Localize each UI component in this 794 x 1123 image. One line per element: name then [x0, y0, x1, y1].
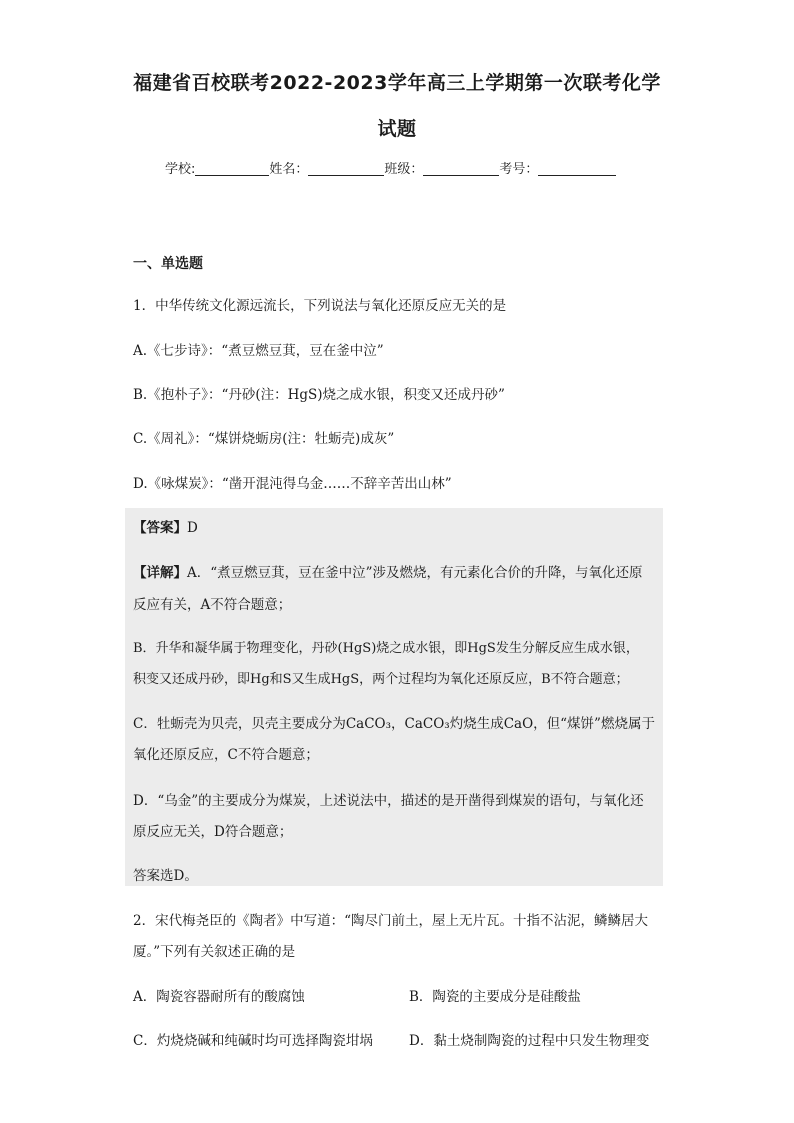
detail-line-2: 反应有关，A不符合题意；	[133, 597, 292, 613]
answer-label: 【答案】	[133, 520, 187, 536]
class-blank[interactable]	[423, 161, 499, 176]
detail-line-5: C．牡蛎壳为贝壳，贝壳主要成分为CaCO₃，CaCO₃灼烧生成CaO，但“煤饼”燃烧属于	[133, 716, 655, 732]
question-1-stem: 1．中华传统文化源远流长，下列说法与氧化还原反应无关的是	[133, 298, 507, 314]
section-heading: 一、单选题	[133, 256, 203, 272]
student-info-row	[165, 158, 616, 177]
exam-title-continued: 试题	[377, 118, 417, 140]
question-2-option-d: D．黏土烧制陶瓷的过程中只发生物理变	[409, 1033, 650, 1049]
exam-no-label: 考号：	[499, 162, 539, 177]
name-label: 姓名：	[269, 162, 309, 177]
exam-title: 福建省百校联考2022-2023学年高三上学期第一次联考化学	[133, 72, 661, 94]
question-2-stem-line-2: 厦。”下列有关叙述正确的是	[133, 944, 296, 960]
question-2-option-b: B．陶瓷的主要成分是硅酸盐	[409, 989, 581, 1005]
detail-text: A．“煮豆燃豆萁，豆在釜中泣”涉及燃烧，有元素化合价的升降，与氧化还原	[187, 565, 643, 581]
question-1-option-d: D.《咏煤炭》：“凿开混沌得乌金……不辞辛苦出山林”	[133, 476, 452, 492]
question-2-stem-line-1: 2．宋代梅尧臣的《陶者》中写道：“陶尽门前土，屋上无片瓦。十指不沾泥，鳞鳞居大	[133, 913, 648, 929]
detail-line-3: B．升华和凝华属于物理变化，丹砂(HgS)烧之成水银，即HgS发生分解反应生成水银，	[133, 641, 639, 656]
detail-label: 【详解】	[133, 565, 187, 581]
answer-row	[133, 516, 198, 536]
school-blank[interactable]	[195, 161, 269, 176]
answer-value: D	[187, 520, 198, 536]
question-1-option-b: B.《抱朴子》：“丹砂(注：HgS)烧之成水银，积变又还成丹砂”	[133, 387, 505, 403]
question-1-option-c: C.《周礼》：“煤饼烧蛎房(注：牡蛎壳)成灰”	[133, 431, 395, 447]
detail-line-8: 原反应无关，D符合题意；	[133, 824, 293, 840]
detail-line-7: D．“乌金”的主要成分为煤炭，上述说法中，描述的是开凿得到煤炭的语句，与氧化还	[133, 793, 644, 809]
detail-line-4: 积变又还成丹砂，即Hg和S又生成HgS，两个过程均为氧化还原反应，B不符合题意；	[133, 672, 629, 687]
exam-no-blank[interactable]	[538, 161, 616, 176]
detail-line-6: 氧化还原反应，C不符合题意；	[133, 747, 319, 763]
detail-line-1	[133, 561, 643, 581]
school-label: 学校:	[165, 162, 196, 177]
question-2-option-a: A．陶瓷容器耐所有的酸腐蚀	[133, 989, 305, 1005]
name-blank[interactable]	[308, 161, 384, 176]
question-1-option-a: A.《七步诗》：“煮豆燃豆萁，豆在釜中泣”	[133, 343, 384, 359]
question-2-option-c: C．灼烧烧碱和纯碱时均可选择陶瓷坩埚	[133, 1033, 373, 1049]
detail-line-9: 答案选D。	[133, 868, 198, 884]
class-label: 班级：	[384, 162, 424, 177]
